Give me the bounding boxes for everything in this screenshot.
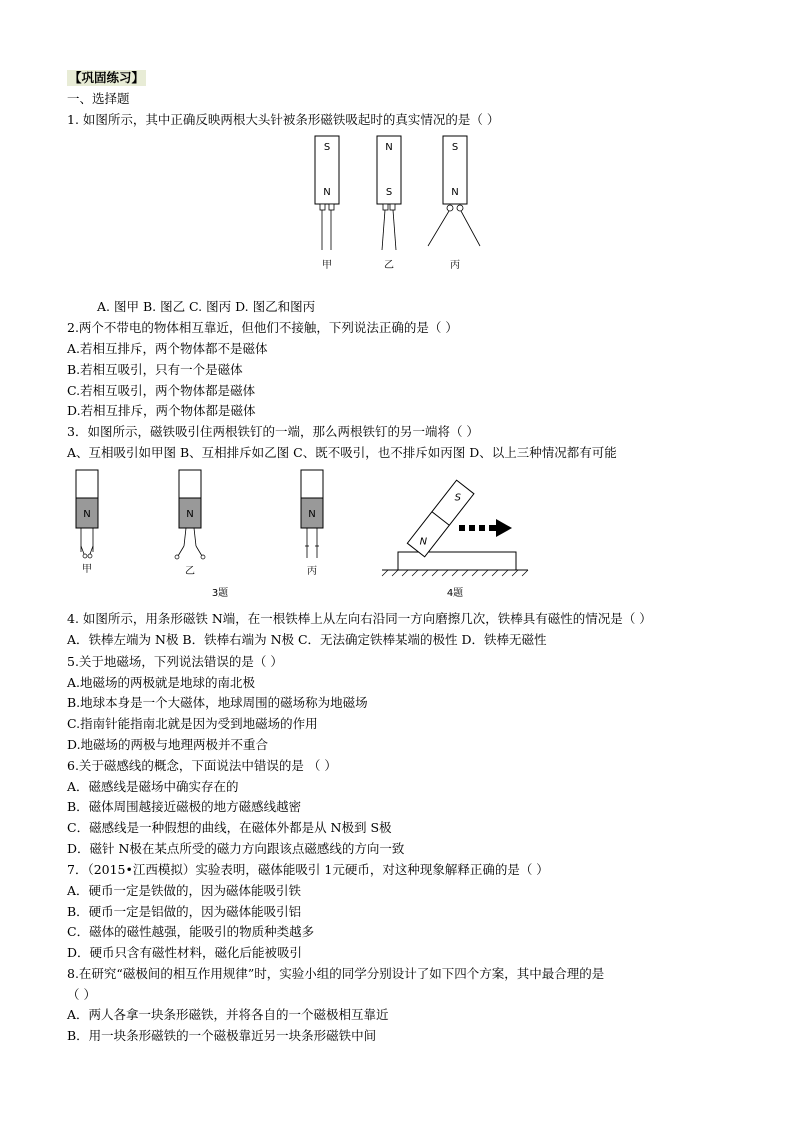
q8-stem: 8.在研究“磁极间的相互作用规律”时，实验小组的同学分别设计了如下四个方案，其中最合理的是	[67, 966, 605, 981]
q1-caption-jia: 甲	[322, 260, 332, 271]
section-heading: 一、选择题	[67, 91, 130, 106]
q7-option-b: B．硬币一定是铝做的，因为磁体能吸引铝	[67, 904, 302, 919]
q3-magnet-yi	[175, 470, 205, 559]
q1-bing-top-pole: S	[451, 142, 459, 153]
q7-option-c: C．磁体的磁性越强，能吸引的物质种类越多	[67, 924, 315, 939]
q1-yi-bottom-pole: S	[385, 187, 393, 198]
q8-option-a: A．两人各拿一块条形磁铁，并将各自的一个磁极相互靠近	[67, 1007, 389, 1022]
q4-stem: 4. 如图所示，用条形磁铁 N端，在一根铁棒上从左向右沿同一方向磨擦几次，铁棒具有磁性的情况是（ ）	[67, 611, 652, 626]
q2-stem: 2.两个不带电的物体相互靠近，但他们不接触，下列说法正确的是（ ）	[67, 320, 458, 335]
q4-pole-s: S	[454, 492, 462, 504]
q3-yi-pole: N	[186, 509, 194, 520]
q6-option-a: A．磁感线是磁场中确实存在的	[67, 779, 239, 794]
q4-figure	[382, 480, 528, 599]
q4-options: A．铁棒左端为 N极 B．铁棒右端为 N极 C．无法确定铁棒某端的极性 D．铁棒无磁性	[67, 632, 547, 647]
q1-figure	[300, 132, 480, 277]
q3-magnet-bing	[301, 470, 323, 558]
q1-jia-bottom-pole: N	[323, 187, 331, 198]
q6-option-d: D．磁针 N极在某点所受的磁力方向跟该点磁感线的方向一致	[67, 841, 405, 856]
q5-option-a: A.地磁场的两极就是地球的南北极	[67, 675, 256, 690]
q1-magnet-bing	[428, 136, 480, 246]
q1-options: A. 图甲 B. 图乙 C. 图丙 D. 图乙和图丙	[97, 299, 316, 314]
q5-option-c: C.指南针能指南北就是因为受到地磁场的作用	[67, 716, 318, 731]
q4-pole-n: N	[419, 536, 428, 548]
q3-caption-jia: 甲	[82, 564, 92, 575]
q7-option-a: A．硬币一定是铁做的，因为磁体能吸引铁	[67, 883, 302, 898]
q7-option-d: D．硬币只含有磁性材料，磁化后能被吸引	[67, 945, 303, 960]
q1-jia-top-pole: S	[323, 142, 331, 153]
q8-option-b: B．用一块条形磁铁的一个磁极靠近另一块条形磁铁中间	[67, 1028, 377, 1043]
q3-jia-pole: N	[83, 509, 91, 520]
q3-group-caption: 3题	[211, 588, 229, 599]
q2-option-a: A.若相互排斥，两个物体都不是磁体	[67, 341, 268, 356]
q3-stem: 3．如图所示，磁铁吸引住两根铁钉的一端，那么两根铁钉的另一端将（ ）	[67, 424, 479, 439]
q2-option-b: B.若相互吸引，只有一个是磁体	[67, 362, 243, 377]
q6-option-c: C．磁感线是一种假想的曲线，在磁体外都是从 N极到 S极	[67, 820, 392, 835]
q8-stem-cont: （ ）	[67, 987, 96, 1002]
q3-bing-pole: N	[308, 509, 316, 520]
q5-option-b: B.地球本身是一个大磁体，地球周围的磁场称为地磁场	[67, 695, 368, 710]
q2-option-d: D.若相互排斥，两个物体都是磁体	[67, 403, 256, 418]
q3-magnet-jia	[76, 470, 98, 558]
q1-caption-yi: 乙	[384, 260, 394, 271]
q1-magnet-jia	[315, 136, 339, 250]
q6-option-b: B．磁体周围越接近磁极的地方磁感线越密	[67, 799, 302, 814]
q4-caption: 4题	[446, 588, 464, 599]
q5-option-d: D.地磁场的两极与地理两极并不重合	[67, 737, 269, 752]
q6-stem: 6.关于磁感线的概念，下面说法中错误的是 （ ）	[67, 758, 337, 773]
q1-bing-bottom-pole: N	[451, 187, 459, 198]
q3-caption-bing: 丙	[307, 566, 317, 577]
q1-magnet-yi	[377, 136, 401, 250]
q7-stem: 7．（2015•江西模拟）实验表明，磁体能吸引 1元硬币，对这种现象解释正确的是（ ）	[67, 862, 549, 877]
q1-caption-bing: 丙	[450, 260, 460, 271]
section-tag: 【巩固练习】	[69, 70, 145, 85]
q3-q4-figure	[70, 466, 530, 601]
q5-stem: 5.关于地磁场，下列说法错误的是（ ）	[67, 654, 283, 669]
q1-yi-top-pole: N	[385, 142, 393, 153]
q3-options: A、互相吸引如甲图 B、互相排斥如乙图 C、既不吸引，也不排斥如丙图 D、以上三种情况都有可能	[67, 445, 617, 460]
q1-stem: 1. 如图所示，其中正确反映两根大头针被条形磁铁吸起时的真实情况的是（ ）	[67, 112, 500, 127]
q3-caption-yi: 乙	[185, 566, 195, 577]
q2-option-c: C.若相互吸引，两个物体都是磁体	[67, 383, 256, 398]
